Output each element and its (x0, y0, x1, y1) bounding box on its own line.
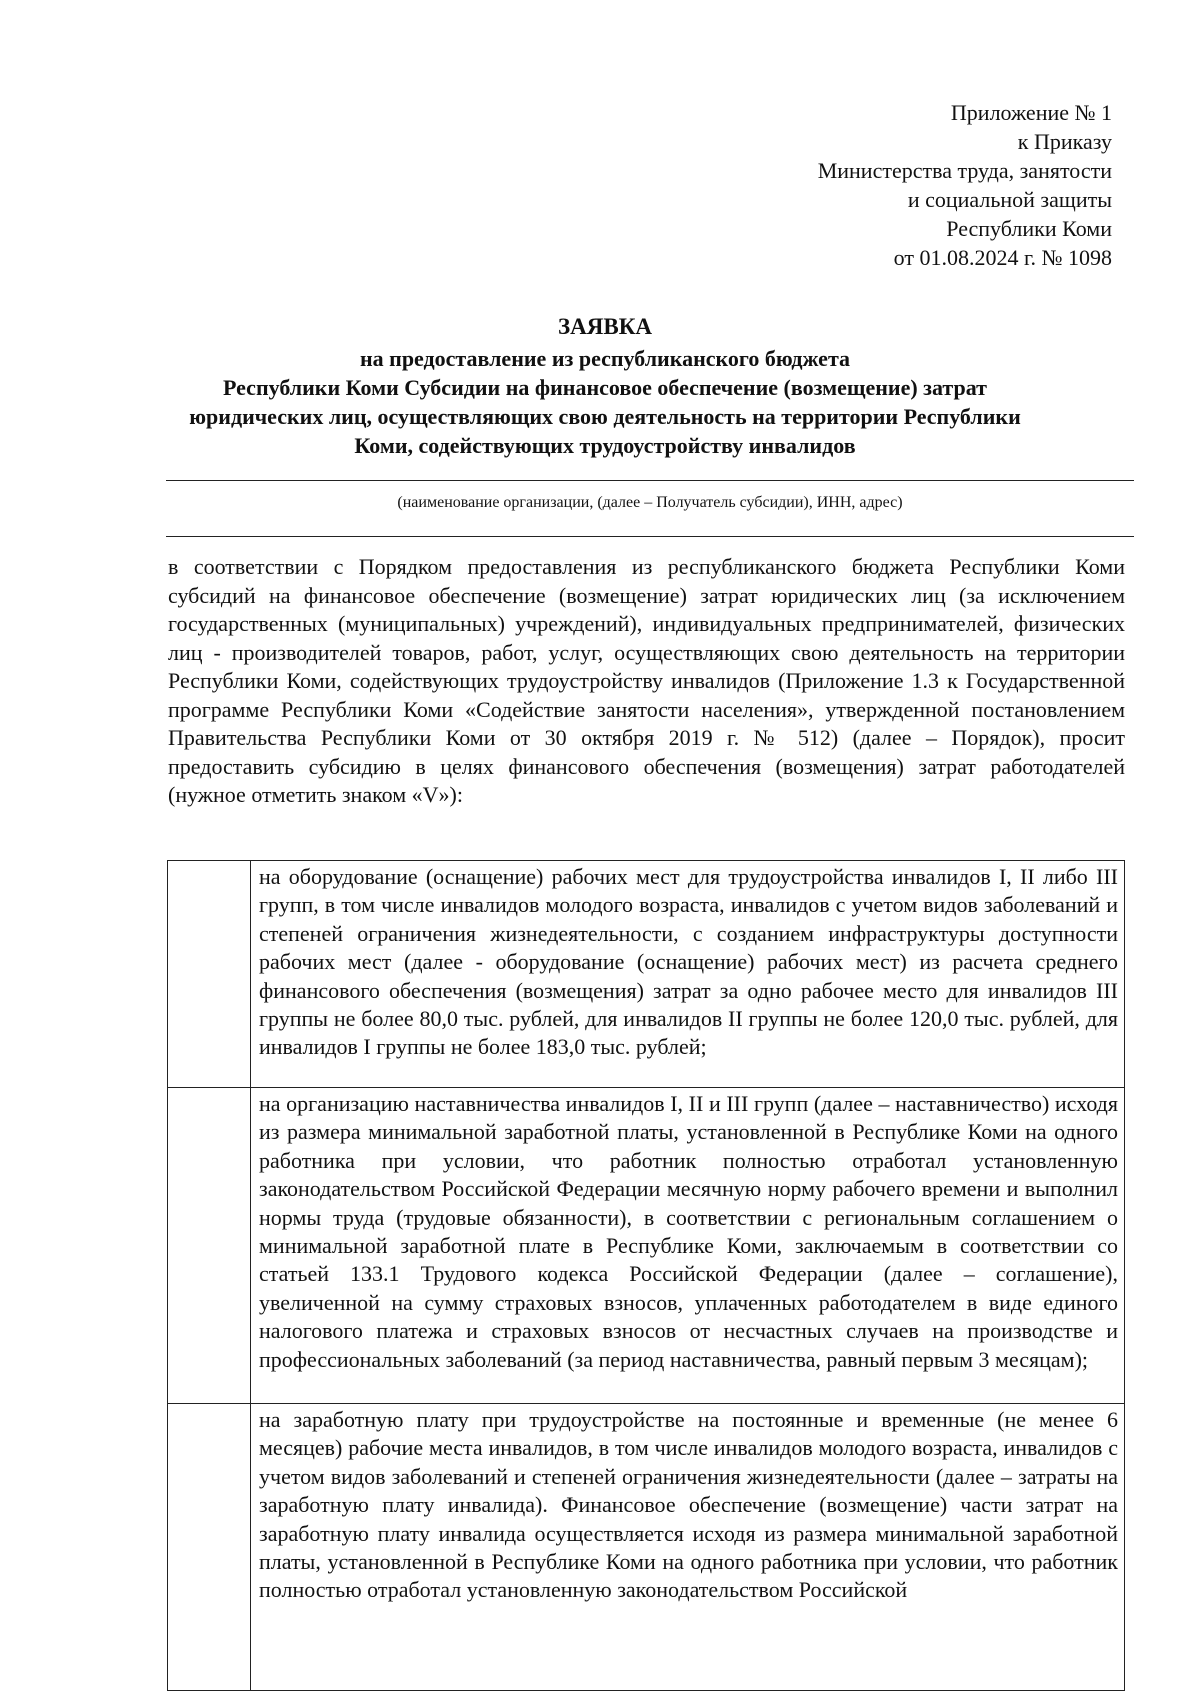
title-main: ЗАЯВКА (558, 314, 652, 339)
organization-field-caption: (наименование организации, (далее – Получатель субсидии), ИНН, адрес) (397, 494, 903, 511)
document-title (160, 312, 1050, 460)
organization-name-field[interactable] (166, 480, 1134, 481)
appendix-line: Министерства труда, занятости (817, 158, 1112, 183)
appendix-line: от 01.08.2024 г. № 1098 (893, 245, 1112, 270)
option-text: на организацию наставничества инвалидов I, II и III групп (далее – наставничество) исходя из размера минимальной заработной платы, установленной в Республике Коми на одного работника при условии, что работник полностью отработал установленную законодательством Российской Федерации месячную норму рабочего времени и выполнил нормы труда (трудовые обязанности), в соответствии с региональным соглашением о минимальной заработной плате в Республике Коми, заключаемым в соответствии со статьей 133.1 Трудового кодекса Российской Федерации (далее – соглашение), увеличенной на сумму страховых взносов, уплаченных работодателем в виде единого налогового платежа и страховых взносов от несчастных случаев на производстве и профессиональных заболеваний (за период наставничества, равный первым 3 месяцам); (251, 1088, 1125, 1404)
organization-details-field[interactable] (166, 536, 1134, 537)
title-line: Республики Коми Субсидии на финансовое обеспечение (возмещение) затрат (223, 375, 987, 400)
option-text: на оборудование (оснащение) рабочих мест для трудоустройства инвалидов I, II либо III групп, в том числе инвалидов молодого возраста, инвалидов с учетом видов заболеваний и степеней ограничения жизнедеятельности, с созданием инфраструктуры доступности рабочих мест (далее - оборудование (оснащение) рабочих мест) из расчета среднего финансового обеспечения (возмещения) затрат за одно рабочее место для инвалидов III группы не более 80,0 тыс. рублей, для инвалидов II группы не более 120,0 тыс. рублей, для инвалидов I группы не более 183,0 тыс. рублей; (251, 861, 1125, 1088)
appendix-line: к Приказу (1017, 129, 1112, 154)
option-mark-cell[interactable] (168, 1088, 251, 1404)
option-mark-cell[interactable] (168, 861, 251, 1088)
appendix-line: Республики Коми (946, 216, 1112, 241)
title-line: юридических лиц, осуществляющих свою деятельность на территории Республики (189, 404, 1021, 429)
appendix-line: и социальной защиты (907, 187, 1112, 212)
option-row (168, 861, 1125, 1088)
title-line: на предоставление из республиканского бюджета (359, 346, 851, 371)
appendix-line: Приложение № 1 (950, 100, 1112, 125)
option-text: на заработную плату при трудоустройстве на постоянные и временные (не менее 6 месяцев) рабочие места инвалидов, в том числе инвалидов молодого возраста, инвалидов с учетом видов заболеваний и степеней ограничения жизнедеятельности (далее – затраты на заработную плату инвалида). Финансовое обеспечение (возмещение) части затрат на заработную плату инвалида осуществляется исходя из размера минимальной заработной платы, установленной в Республике Коми на одного работника при условии, что работник полностью отработал установленную законодательством Российской (251, 1404, 1125, 1691)
options-table (167, 860, 1125, 1691)
option-mark-cell[interactable] (168, 1404, 251, 1691)
option-row (168, 1404, 1125, 1691)
title-line: Коми, содействующих трудоустройству инвалидов (354, 433, 856, 458)
intro-paragraph: в соответствии с Порядком предоставления из республиканского бюджета Республики Коми субсидий на финансовое обеспечение (возмещение) затрат юридических лиц (за исключением государственных (муниципальных) учреждений), индивидуальных предпринимателей, физических лиц - производителей товаров, работ, услуг, осуществляющих свою деятельность на территории Республики Коми, содействующих трудоустройству инвалидов (Приложение 1.3 к Государственной программе Республики Коми «Содействие занятости населения», утвержденной постановлением Правительства Республики Коми от 30 октября 2019 г. № 512) (далее – Порядок), просит предоставить субсидию в целях финансового обеспечения (возмещения) затрат работодателей (нужное отметить знаком «V»): (168, 554, 1125, 807)
appendix-reference (612, 98, 1112, 272)
option-row (168, 1088, 1125, 1404)
